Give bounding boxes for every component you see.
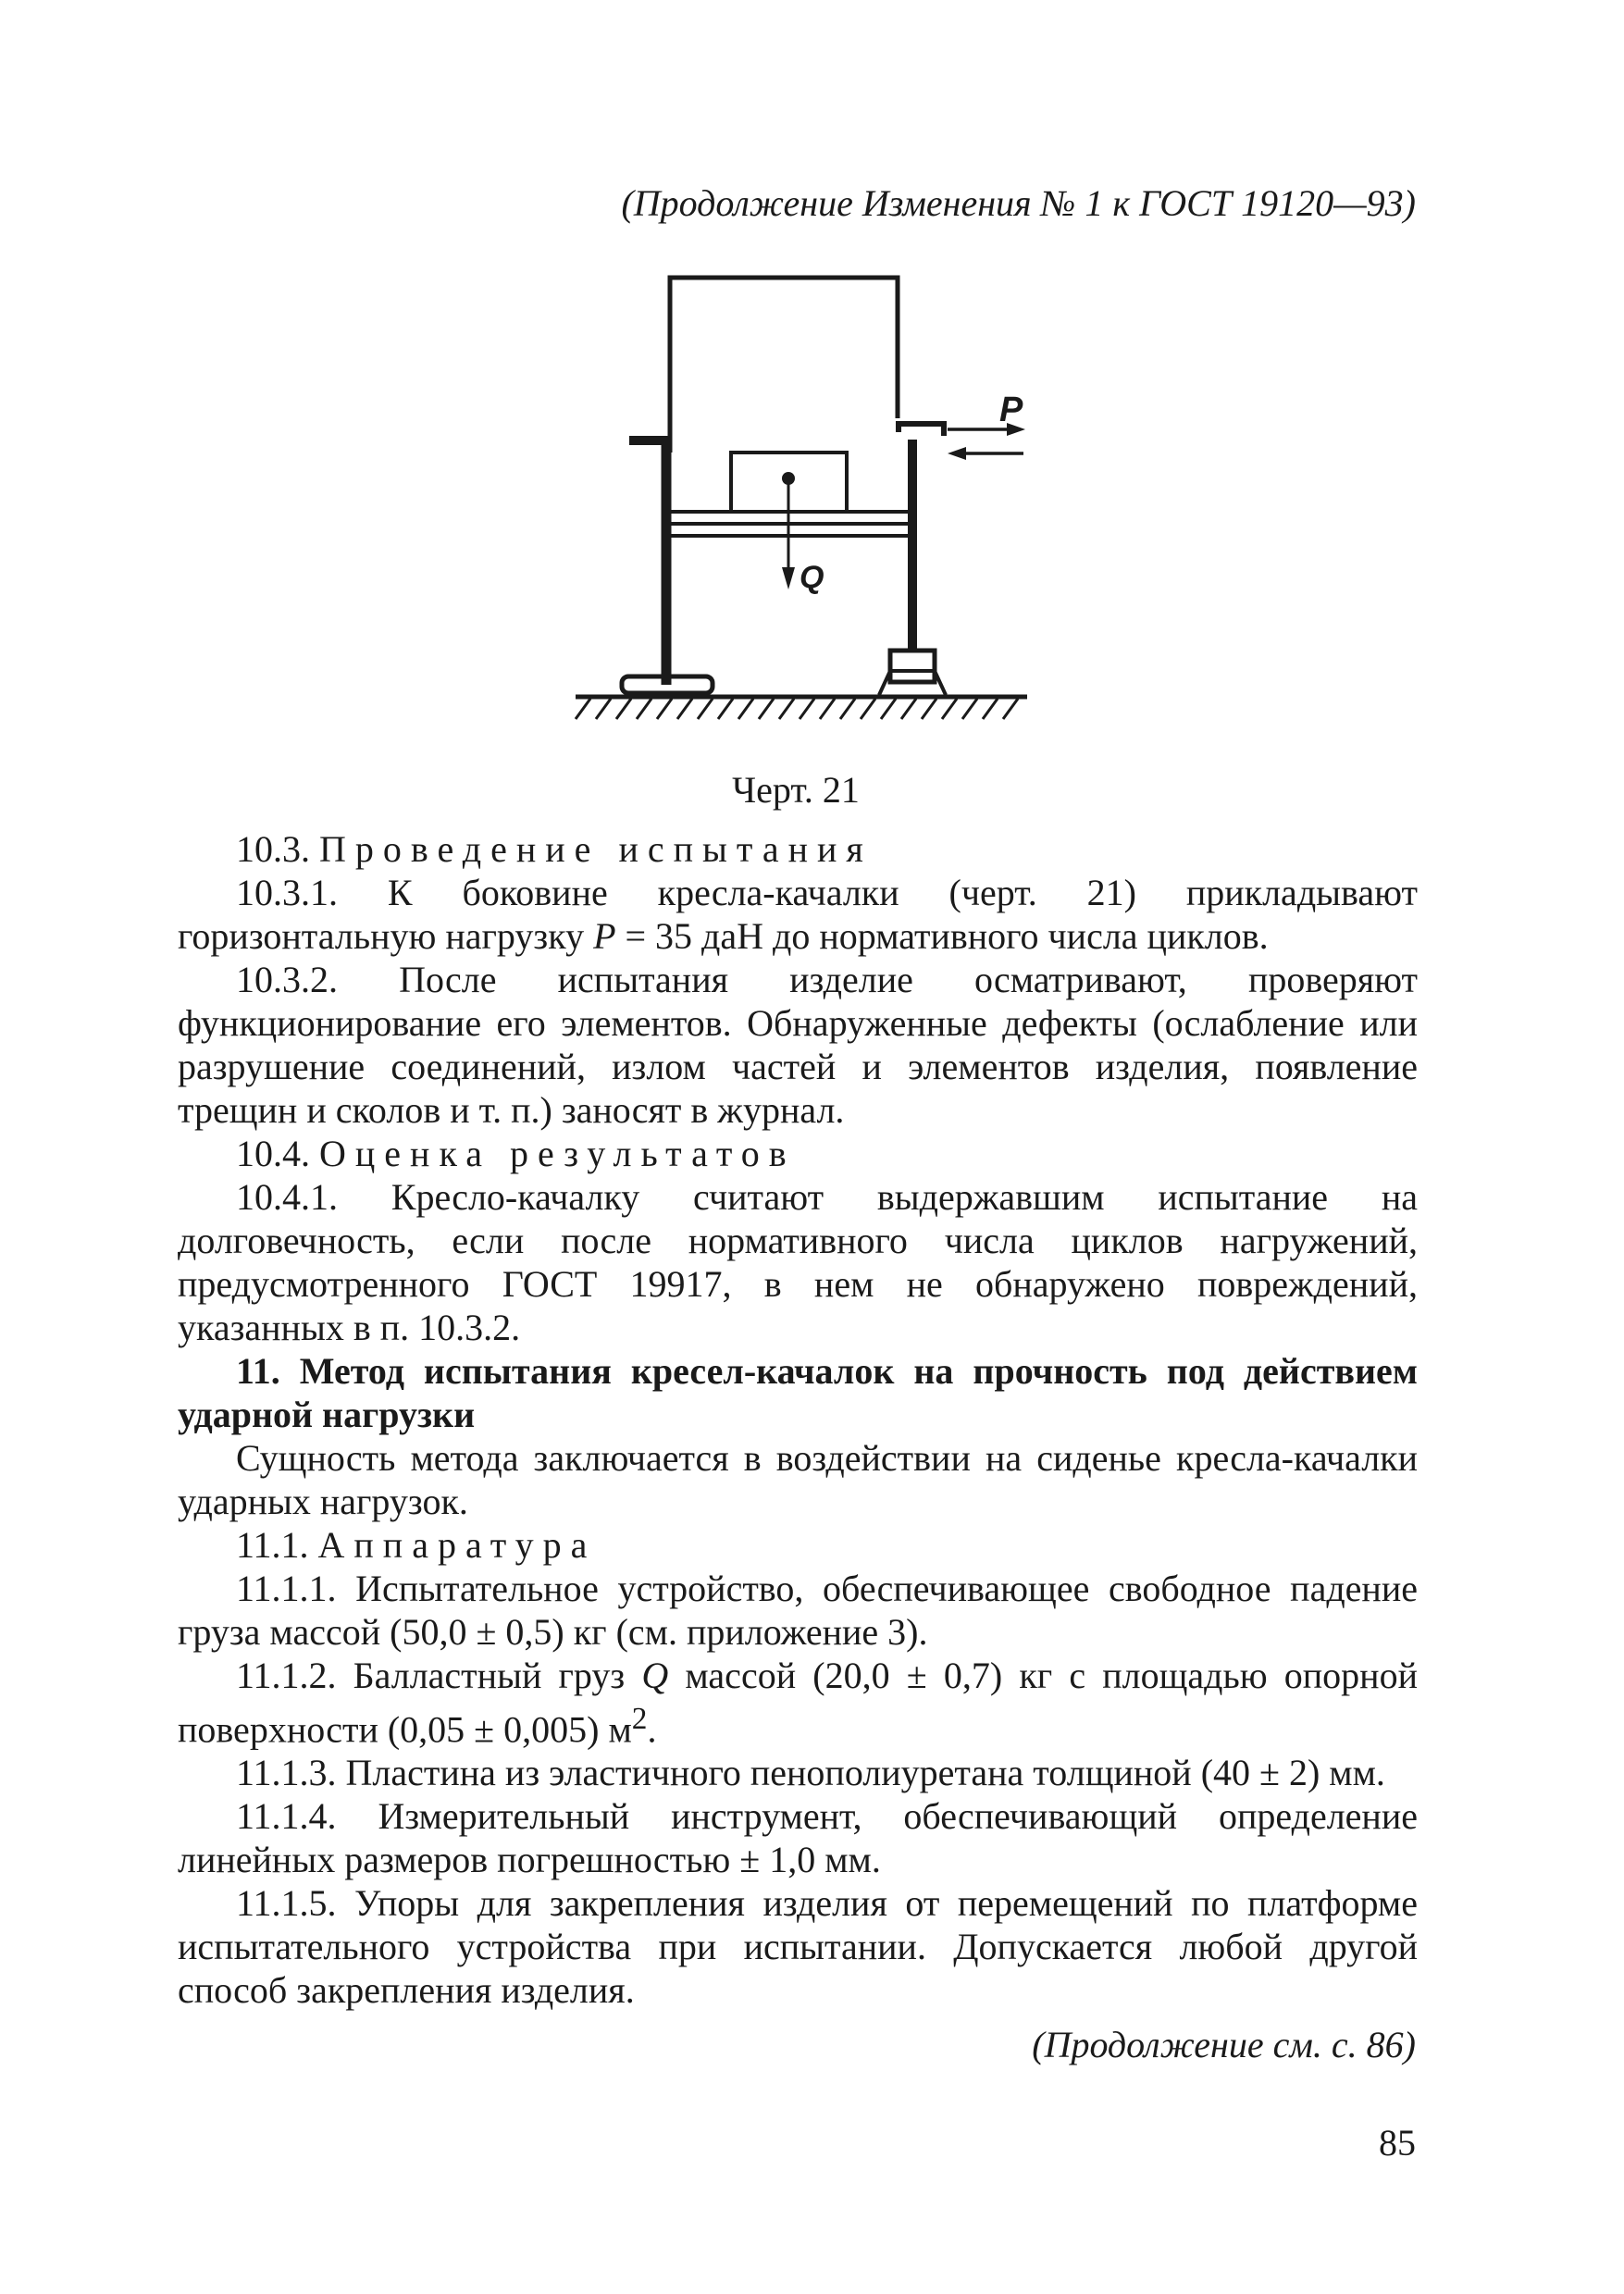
paragraph-11-1-5: 11.1.5. Упоры для закрепления изделия от перемещений по платформе испытательного устройства при испытании. Допускается любой другой способ закрепления изделия. [178,1882,1418,2012]
section-heading-11: 11. Метод испытания кресел-качалок на прочность под действием ударной нагрузки [178,1350,1418,1435]
paragraph-11-1-2: 11.1.2. Балластный груз Q массой (20,0 ± 0,7) кг с площадью опорной поверхности (0,05 ± 0,005) $м^2$. [178,1655,1418,1751]
p-arrowhead-left [948,447,966,460]
figure-chert-21 [564,264,1046,745]
paragraph-11-intro: Сущность метода заключается в воздействии на сиденье кресла-качалки ударных нагрузок. [178,1437,1418,1522]
paragraph-10-4-1: 10.4.1. Кресло-качалку считают выдержавшим испытание на долговечность, если после нормативного числа циклов нагружений, предусмотренного ГОСТ 19917, в нем не обнаружено повреждений, указанных в п. 10.3.2. [178,1176,1418,1348]
page-number: 85 [1379,2122,1416,2164]
label-q: Q [800,560,824,595]
figure-caption: Черт. 21 [732,769,860,811]
paragraph-11-1-3: 11.1.3. Пластина из эластичного пенополиуретана толщиной (40 ± 2) мм. [236,1752,1385,1794]
paragraph-11-1-1: 11.1.1. Испытательное устройство, обеспечивающее свободное падение груза массой (50,0 ± 0,5) кг (см. приложение 3). [178,1568,1418,1653]
section-heading-11-1: 11.1. Аппаратура [236,1524,597,1566]
continuation-note: (Продолжение см. с. 86) [1032,2024,1416,2065]
chair-back [670,278,898,453]
page-header: (Продолжение Изменения № 1 к ГОСТ 19120—93) [621,182,1416,224]
paragraph-11-1-4: 11.1.4. Измерительный инструмент, обеспечивающий определение линейных размеров погрешностью ± 1,0 мм. [178,1795,1418,1881]
right-arm [899,424,944,436]
q-arrowhead [782,567,795,589]
floor-hatching [576,699,1018,719]
paragraph-10-3-1: 10.3.1. К боковине кресла-качалки (черт. 21) прикладывают горизонтальную нагрузку P = 35 даН до нормативного числа циклов. [178,872,1418,957]
paragraph-10-3-2: 10.3.2. После испытания изделие осматривают, проверяют функционирование его элементов. Обнаруженные дефекты (ослабление или разрушение соединений, излом частей и элементов изделия, появление трещин и сколов и т. п.) заносят в журнал. [178,959,1418,1131]
ballast-center-point [782,472,795,485]
section-heading-10-3: 10.3. Проведение испытания [236,828,873,870]
label-p: P [999,391,1023,429]
document-body [178,827,1418,2012]
right-support-block [890,651,935,682]
section-heading-10-4: 10.4. Оценка результатов [236,1133,796,1174]
